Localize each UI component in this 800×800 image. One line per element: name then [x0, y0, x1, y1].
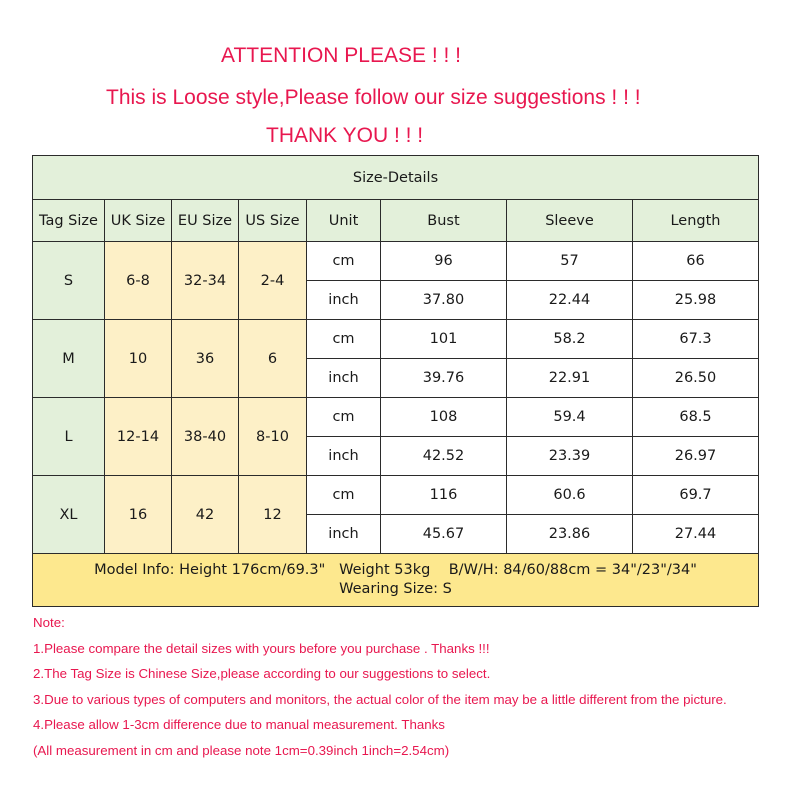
sleeve-cell: 22.44 — [507, 281, 633, 320]
note-item: (All measurement in cm and please note 1cm=0.39inch 1inch=2.54cm) — [33, 742, 450, 758]
uk-size-cell: 10 — [105, 320, 172, 398]
attention-heading: ATTENTION PLEASE ! ! ! — [221, 44, 461, 67]
unit-cell: inch — [307, 359, 381, 398]
tag-size-cell: M — [33, 320, 105, 398]
length-cell: 26.97 — [633, 437, 759, 476]
uk-size-cell: 6-8 — [105, 242, 172, 320]
thank-you-heading: THANK YOU ! ! ! — [266, 124, 424, 147]
bust-cell: 96 — [381, 242, 507, 281]
us-size-cell: 8-10 — [239, 398, 307, 476]
note-item: 1.Please compare the detail sizes with yours before you purchase . Thanks !!! — [33, 640, 490, 656]
sleeve-cell: 23.39 — [507, 437, 633, 476]
header-sleeve: Sleeve — [507, 200, 633, 242]
length-cell: 66 — [633, 242, 759, 281]
length-cell: 27.44 — [633, 515, 759, 554]
header-uk-size: UK Size — [105, 200, 172, 242]
header-bust: Bust — [381, 200, 507, 242]
table-row — [33, 320, 759, 359]
notes-heading: Note: — [33, 615, 65, 630]
table-title: Size-Details — [33, 156, 759, 200]
sleeve-cell: 23.86 — [507, 515, 633, 554]
sleeve-cell: 59.4 — [507, 398, 633, 437]
length-cell: 25.98 — [633, 281, 759, 320]
length-cell: 67.3 — [633, 320, 759, 359]
note-item: 2.The Tag Size is Chinese Size,please according to our suggestions to select. — [33, 666, 491, 681]
us-size-cell: 6 — [239, 320, 307, 398]
us-size-cell: 12 — [239, 476, 307, 554]
loose-style-notice: This is Loose style,Please follow our size suggestions ! ! ! — [106, 86, 641, 109]
header-length: Length — [633, 200, 759, 242]
header-unit: Unit — [307, 200, 381, 242]
bust-cell: 108 — [381, 398, 507, 437]
bust-cell: 37.80 — [381, 281, 507, 320]
table-row — [33, 476, 759, 515]
model-info: Model Info: Height 176cm/69.3" Weight 53kg B/W/H: 84/60/88cm = 34"/23"/34" — [94, 562, 697, 578]
eu-size-cell: 36 — [172, 320, 239, 398]
tag-size-cell: L — [33, 398, 105, 476]
us-size-cell: 2-4 — [239, 242, 307, 320]
header-us-size: US Size — [239, 200, 307, 242]
uk-size-cell: 12-14 — [105, 398, 172, 476]
length-cell: 68.5 — [633, 398, 759, 437]
length-cell: 69.7 — [633, 476, 759, 515]
notes-section — [33, 613, 727, 766]
bust-cell: 45.67 — [381, 515, 507, 554]
size-details-table — [32, 155, 759, 607]
sleeve-cell: 60.6 — [507, 476, 633, 515]
tag-size-cell: S — [33, 242, 105, 320]
eu-size-cell: 42 — [172, 476, 239, 554]
unit-cell: cm — [307, 398, 381, 437]
sleeve-cell: 58.2 — [507, 320, 633, 359]
bust-cell: 39.76 — [381, 359, 507, 398]
table-row — [33, 242, 759, 281]
uk-size-cell: 16 — [105, 476, 172, 554]
wearing-size: Wearing Size: S — [339, 581, 452, 597]
eu-size-cell: 38-40 — [172, 398, 239, 476]
note-item: 3.Due to various types of computers and monitors, the actual color of the item may be a little different from the picture. — [33, 691, 727, 707]
unit-cell: cm — [307, 320, 381, 359]
bust-cell: 116 — [381, 476, 507, 515]
sleeve-cell: 57 — [507, 242, 633, 281]
unit-cell: inch — [307, 515, 381, 554]
unit-cell: inch — [307, 437, 381, 476]
sleeve-cell: 22.91 — [507, 359, 633, 398]
header-eu-size: EU Size — [172, 200, 239, 242]
tag-size-cell: XL — [33, 476, 105, 554]
table-row — [33, 398, 759, 437]
unit-cell: cm — [307, 242, 381, 281]
note-item: 4.Please allow 1-3cm difference due to manual measurement. Thanks — [33, 717, 445, 732]
eu-size-cell: 32-34 — [172, 242, 239, 320]
model-info-cell — [33, 554, 759, 607]
unit-cell: inch — [307, 281, 381, 320]
unit-cell: cm — [307, 476, 381, 515]
length-cell: 26.50 — [633, 359, 759, 398]
bust-cell: 42.52 — [381, 437, 507, 476]
bust-cell: 101 — [381, 320, 507, 359]
header-tag-size: Tag Size — [33, 200, 105, 242]
